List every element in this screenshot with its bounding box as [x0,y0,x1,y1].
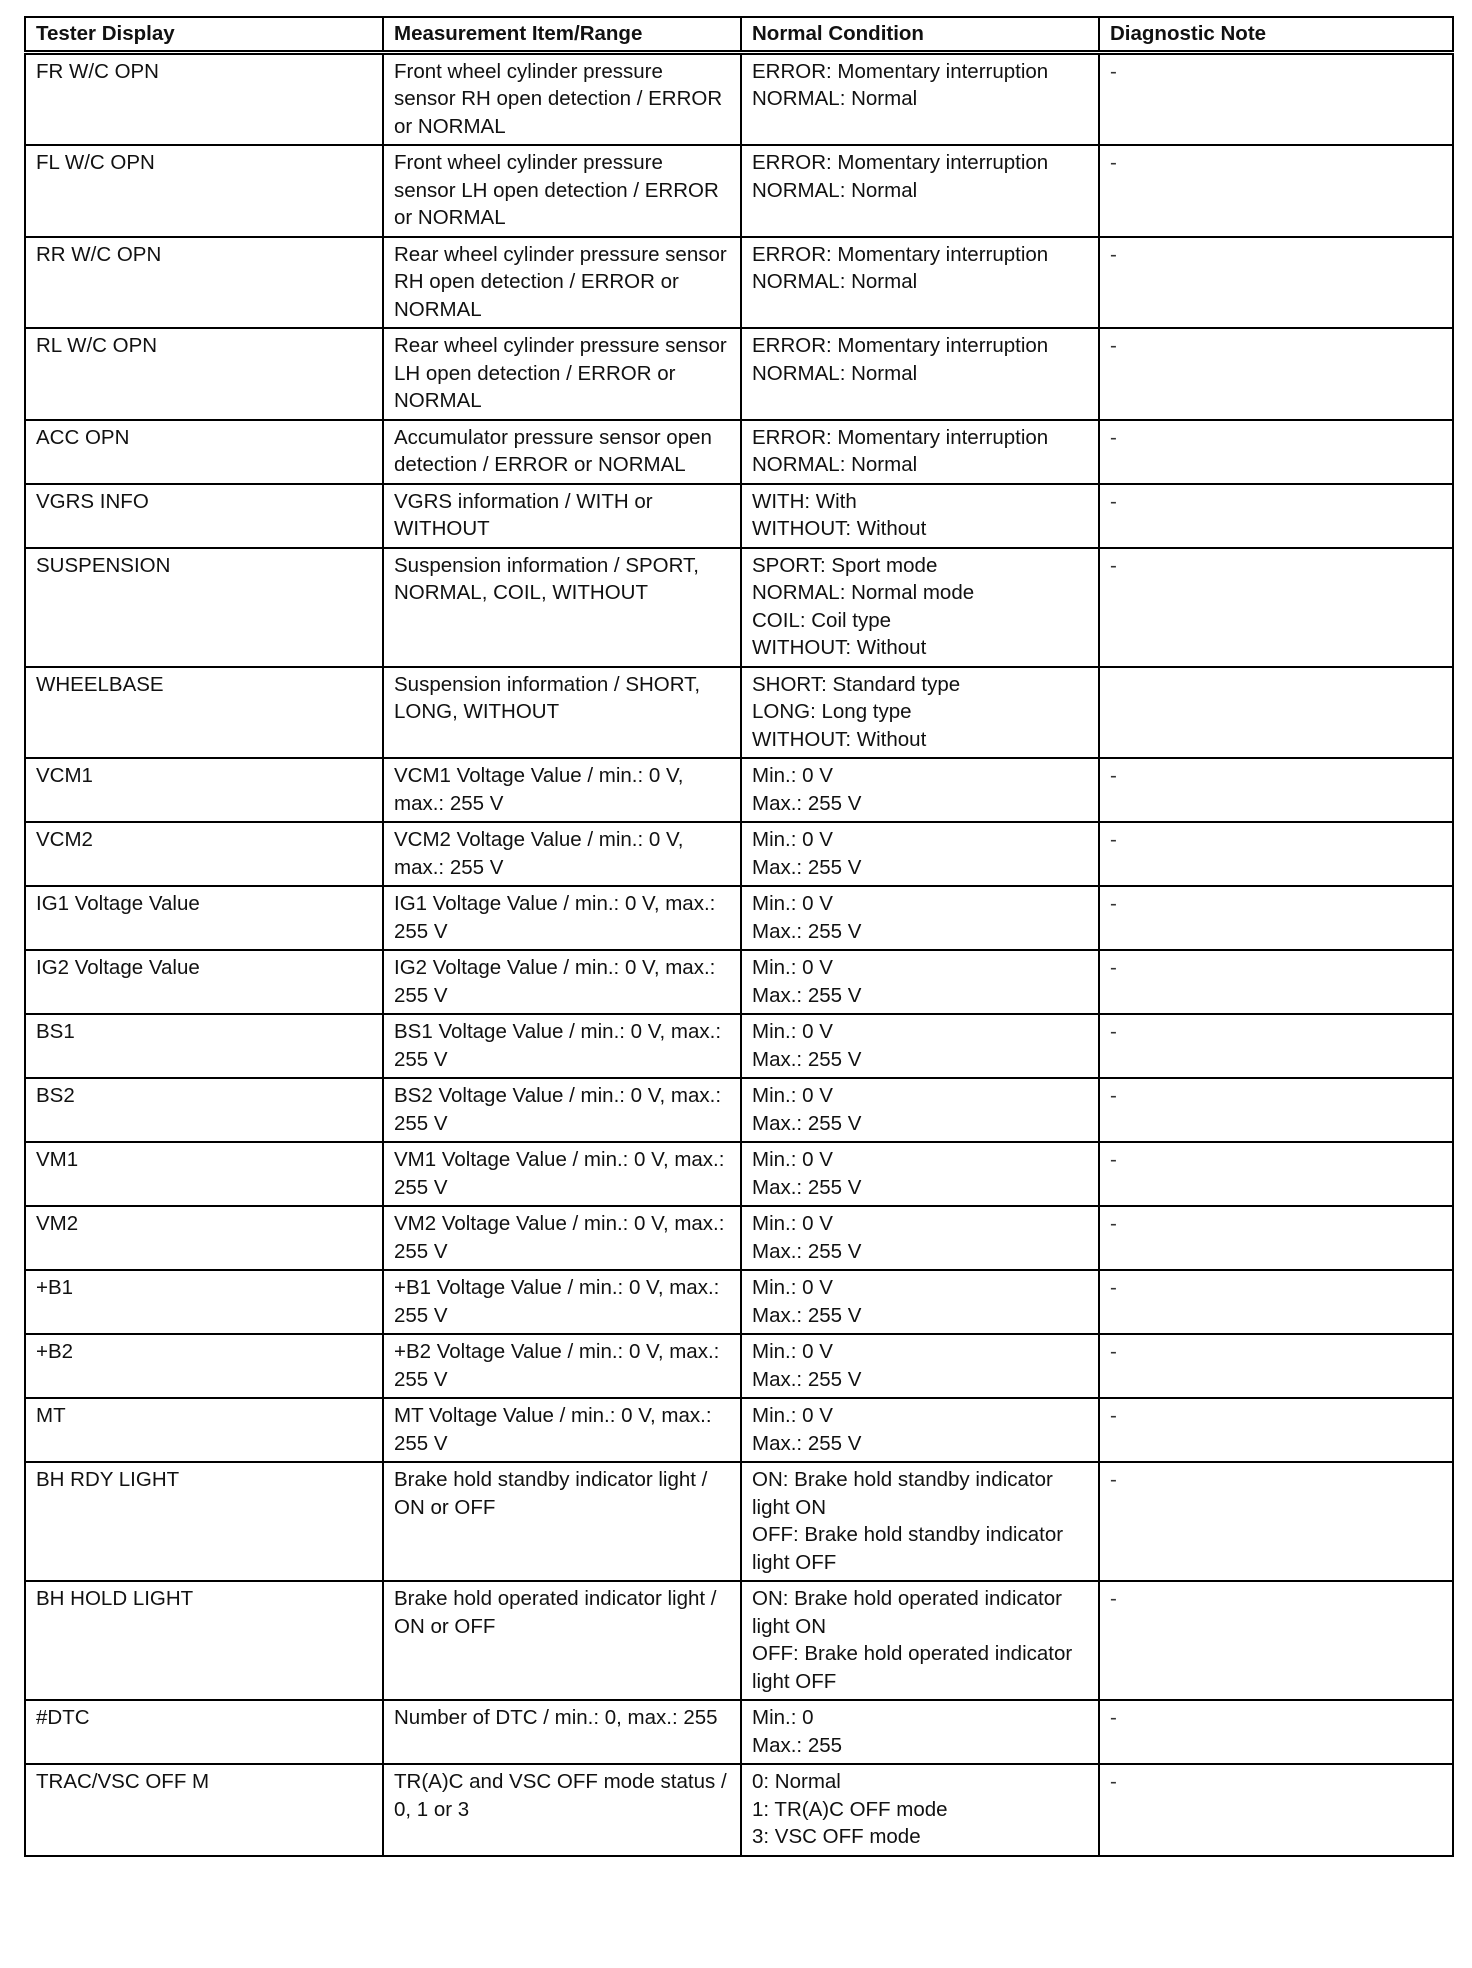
cell-normal-condition: SPORT: Sport mode NORMAL: Normal mode COIL: Coil type WITHOUT: Without [741,548,1099,667]
cell-diagnostic-note: - [1099,484,1453,548]
cell-tester-display: BS1 [25,1014,383,1078]
cell-measurement-item: Brake hold operated indicator light / ON or OFF [383,1581,741,1700]
table-row [25,1142,1453,1206]
table-row [25,1206,1453,1270]
cell-normal-condition: Min.: 0 V Max.: 255 V [741,1270,1099,1334]
cell-normal-condition: ERROR: Momentary interruption NORMAL: Normal [741,420,1099,484]
table-row [25,667,1453,759]
table-row [25,484,1453,548]
cell-tester-display: MT [25,1398,383,1462]
cell-diagnostic-note: - [1099,52,1453,145]
table-row [25,145,1453,237]
cell-measurement-item: Front wheel cylinder pressure sensor RH open detection / ERROR or NORMAL [383,52,741,145]
cell-normal-condition: Min.: 0 V Max.: 255 V [741,1142,1099,1206]
cell-diagnostic-note: - [1099,950,1453,1014]
cell-tester-display: #DTC [25,1700,383,1764]
table-row [25,1398,1453,1462]
cell-measurement-item: Front wheel cylinder pressure sensor LH open detection / ERROR or NORMAL [383,145,741,237]
cell-measurement-item: VGRS information / WITH or WITHOUT [383,484,741,548]
cell-measurement-item: IG1 Voltage Value / min.: 0 V, max.: 255 V [383,886,741,950]
cell-measurement-item: BS2 Voltage Value / min.: 0 V, max.: 255 V [383,1078,741,1142]
cell-normal-condition: ERROR: Momentary interruption NORMAL: Normal [741,145,1099,237]
cell-measurement-item: VM2 Voltage Value / min.: 0 V, max.: 255 V [383,1206,741,1270]
cell-diagnostic-note: - [1099,237,1453,329]
cell-tester-display: VCM1 [25,758,383,822]
header-normal-condition: Normal Condition [741,17,1099,52]
table-row [25,237,1453,329]
cell-measurement-item: IG2 Voltage Value / min.: 0 V, max.: 255 V [383,950,741,1014]
cell-normal-condition: Min.: 0 V Max.: 255 V [741,950,1099,1014]
cell-tester-display: FL W/C OPN [25,145,383,237]
data-list-table-container [24,16,1452,1857]
cell-normal-condition: ERROR: Momentary interruption NORMAL: Normal [741,328,1099,420]
cell-normal-condition: Min.: 0 V Max.: 255 V [741,822,1099,886]
cell-tester-display: VGRS INFO [25,484,383,548]
cell-diagnostic-note: - [1099,886,1453,950]
table-row [25,1462,1453,1581]
cell-measurement-item: TR(A)C and VSC OFF mode status / 0, 1 or 3 [383,1764,741,1856]
cell-diagnostic-note: - [1099,822,1453,886]
cell-measurement-item: Accumulator pressure sensor open detection / ERROR or NORMAL [383,420,741,484]
cell-diagnostic-note: - [1099,1700,1453,1764]
table-header-row [25,17,1453,52]
cell-normal-condition: 0: Normal 1: TR(A)C OFF mode 3: VSC OFF mode [741,1764,1099,1856]
cell-normal-condition: SHORT: Standard type LONG: Long type WITHOUT: Without [741,667,1099,759]
cell-measurement-item: Brake hold standby indicator light / ON or OFF [383,1462,741,1581]
table-row [25,758,1453,822]
cell-tester-display: +B1 [25,1270,383,1334]
table-row [25,1014,1453,1078]
cell-normal-condition: Min.: 0 V Max.: 255 V [741,886,1099,950]
cell-normal-condition: Min.: 0 Max.: 255 [741,1700,1099,1764]
cell-diagnostic-note: - [1099,758,1453,822]
cell-tester-display: FR W/C OPN [25,52,383,145]
cell-normal-condition: Min.: 0 V Max.: 255 V [741,758,1099,822]
table-row [25,886,1453,950]
cell-tester-display: IG1 Voltage Value [25,886,383,950]
cell-diagnostic-note [1099,667,1453,759]
cell-diagnostic-note: - [1099,145,1453,237]
cell-measurement-item: VCM1 Voltage Value / min.: 0 V, max.: 255 V [383,758,741,822]
header-measurement-item: Measurement Item/Range [383,17,741,52]
cell-measurement-item: VM1 Voltage Value / min.: 0 V, max.: 255 V [383,1142,741,1206]
cell-tester-display: VCM2 [25,822,383,886]
cell-tester-display: IG2 Voltage Value [25,950,383,1014]
cell-diagnostic-note: - [1099,1270,1453,1334]
header-tester-display: Tester Display [25,17,383,52]
cell-diagnostic-note: - [1099,1206,1453,1270]
cell-measurement-item: Suspension information / SPORT, NORMAL, COIL, WITHOUT [383,548,741,667]
cell-measurement-item: Suspension information / SHORT, LONG, WITHOUT [383,667,741,759]
table-row [25,1700,1453,1764]
cell-tester-display: +B2 [25,1334,383,1398]
cell-tester-display: BS2 [25,1078,383,1142]
cell-diagnostic-note: - [1099,1014,1453,1078]
cell-diagnostic-note: - [1099,1398,1453,1462]
table-row [25,822,1453,886]
table-row [25,548,1453,667]
table-row [25,420,1453,484]
cell-measurement-item: BS1 Voltage Value / min.: 0 V, max.: 255 V [383,1014,741,1078]
cell-normal-condition: Min.: 0 V Max.: 255 V [741,1014,1099,1078]
cell-normal-condition: ERROR: Momentary interruption NORMAL: Normal [741,52,1099,145]
table-row [25,52,1453,145]
cell-normal-condition: ON: Brake hold standby indicator light ON OFF: Brake hold standby indicator light OFF [741,1462,1099,1581]
cell-diagnostic-note: - [1099,1581,1453,1700]
table-row [25,950,1453,1014]
cell-diagnostic-note: - [1099,420,1453,484]
data-list-table [24,16,1454,1857]
cell-tester-display: TRAC/VSC OFF M [25,1764,383,1856]
cell-tester-display: VM1 [25,1142,383,1206]
cell-measurement-item: Rear wheel cylinder pressure sensor LH open detection / ERROR or NORMAL [383,328,741,420]
table-row [25,328,1453,420]
cell-normal-condition: ERROR: Momentary interruption NORMAL: Normal [741,237,1099,329]
cell-measurement-item: Number of DTC / min.: 0, max.: 255 [383,1700,741,1764]
table-row [25,1078,1453,1142]
cell-measurement-item: Rear wheel cylinder pressure sensor RH open detection / ERROR or NORMAL [383,237,741,329]
cell-tester-display: VM2 [25,1206,383,1270]
cell-measurement-item: VCM2 Voltage Value / min.: 0 V, max.: 255 V [383,822,741,886]
header-diagnostic-note: Diagnostic Note [1099,17,1453,52]
cell-normal-condition: Min.: 0 V Max.: 255 V [741,1334,1099,1398]
cell-diagnostic-note: - [1099,1078,1453,1142]
cell-tester-display: RR W/C OPN [25,237,383,329]
cell-tester-display: WHEELBASE [25,667,383,759]
cell-normal-condition: Min.: 0 V Max.: 255 V [741,1206,1099,1270]
cell-diagnostic-note: - [1099,1462,1453,1581]
cell-diagnostic-note: - [1099,1764,1453,1856]
cell-diagnostic-note: - [1099,548,1453,667]
cell-normal-condition: Min.: 0 V Max.: 255 V [741,1078,1099,1142]
cell-diagnostic-note: - [1099,328,1453,420]
cell-normal-condition: WITH: With WITHOUT: Without [741,484,1099,548]
cell-tester-display: BH RDY LIGHT [25,1462,383,1581]
table-row [25,1764,1453,1856]
cell-diagnostic-note: - [1099,1334,1453,1398]
cell-tester-display: ACC OPN [25,420,383,484]
cell-diagnostic-note: - [1099,1142,1453,1206]
table-row [25,1581,1453,1700]
cell-tester-display: SUSPENSION [25,548,383,667]
cell-measurement-item: +B2 Voltage Value / min.: 0 V, max.: 255 V [383,1334,741,1398]
cell-tester-display: BH HOLD LIGHT [25,1581,383,1700]
table-row [25,1334,1453,1398]
table-row [25,1270,1453,1334]
cell-normal-condition: ON: Brake hold operated indicator light ON OFF: Brake hold operated indicator light OFF [741,1581,1099,1700]
cell-tester-display: RL W/C OPN [25,328,383,420]
cell-measurement-item: MT Voltage Value / min.: 0 V, max.: 255 V [383,1398,741,1462]
cell-measurement-item: +B1 Voltage Value / min.: 0 V, max.: 255 V [383,1270,741,1334]
cell-normal-condition: Min.: 0 V Max.: 255 V [741,1398,1099,1462]
